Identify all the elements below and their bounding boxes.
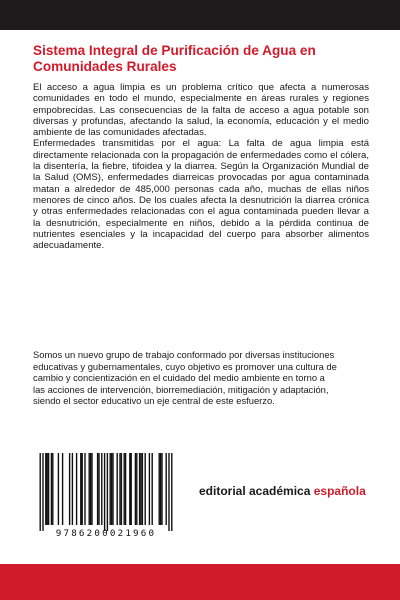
publisher-accent-word: española (313, 484, 366, 498)
barcode-bar (140, 453, 141, 525)
barcode-bar (101, 453, 102, 525)
barcode-bar (125, 453, 126, 525)
barcode-bar (91, 453, 92, 525)
barcode-bar (107, 453, 108, 531)
barcode-bar (149, 453, 150, 525)
barcode-bar (124, 453, 125, 525)
barcode-bar (104, 453, 105, 531)
barcode-bar (82, 453, 83, 525)
barcode-bar (136, 453, 137, 525)
publisher-name: editorial académica (199, 484, 311, 498)
barcode-bar (47, 453, 48, 525)
publisher-logo (199, 484, 366, 498)
barcode-bar (45, 453, 46, 525)
barcode-bar (80, 453, 81, 525)
barcode-bars (30, 451, 182, 531)
barcode-bar (119, 453, 120, 525)
barcode-bar (42, 453, 43, 531)
barcode-bar (168, 453, 169, 531)
isbn-barcode (30, 451, 182, 543)
top-band (0, 0, 400, 30)
barcode-bar (171, 453, 172, 531)
bottom-band (0, 564, 400, 600)
barcode-bar (84, 453, 85, 525)
barcode-bar (89, 453, 90, 525)
barcode-bar (62, 453, 63, 525)
barcode-bar (166, 453, 167, 525)
synopsis-paragraph-1: El acceso a agua limpia es un problema crítico que afecta a numerosas comunidades en todo el mundo, especialmente en áreas rurales y regiones empobrecidas. Las consecuencias de la falta de acceso a agua potable son diversas y profundas, afectando la salud, la economía, educación y el medio ambiente de las comunidades afectadas. (33, 82, 369, 139)
barcode-bar (139, 453, 140, 525)
barcode-bar (159, 453, 160, 525)
barcode-bar (131, 453, 132, 525)
barcode-bar (76, 453, 77, 525)
barcode-bar (48, 453, 49, 525)
barcode-bar (90, 453, 91, 525)
barcode-bar (142, 453, 143, 525)
barcode-bar (117, 453, 118, 525)
barcode-bar (97, 453, 98, 525)
barcode-bar (98, 453, 99, 525)
authors-blurb: Somos un nuevo grupo de trabajo conformado por diversas instituciones educativas y gubernamentales, cuyo objetivo es promover una cultura de cambio y concientización en el cuidado del medio ambiente en torno a las acciones de intervención, biorremediación, mitigación y adaptación, siendo el sector educativo un eje central de este esfuerzo. (33, 349, 337, 406)
barcode-bar (51, 453, 52, 525)
synopsis (33, 82, 369, 251)
barcode-bar (135, 453, 136, 525)
barcode-bar (152, 453, 153, 525)
barcode-bar (112, 453, 113, 525)
barcode-bar (40, 453, 41, 531)
barcode-bar (129, 453, 130, 525)
barcode-bar (145, 453, 146, 525)
barcode-bar (72, 453, 73, 525)
barcode-bar (58, 453, 59, 525)
barcode-bar (110, 453, 111, 525)
isbn-digits: 9786200021960 (55, 528, 157, 539)
barcode-bar (161, 453, 162, 525)
barcode-bar (52, 453, 53, 525)
barcode-bar (160, 453, 161, 525)
synopsis-paragraph-2: Enfermedades transmitidas por el agua: La falta de agua limpia está directamente relacionada con la propagación de enfermedades como el cólera, la disentería, la fiebre, tifoidea y la diarrea. Según la Organización Mundial de la Salud (OMS), enfermedades diarreicas provocadas por agua contaminada matan a alrededor de 485,000 personas cada año, muchas de ellas niños menores de cinco años. De los cuales afecta la desnutrición la diarrea crónica y otras enfermedades relacionadas con el agua contaminada pueden llevar a la desnutrición, especialmente en niños, debido a la pérdida continua de nutrientes esenciales y la incapacidad del cuerpo para absorber alimentos adecuadamente. (33, 138, 369, 252)
barcode-bar (69, 453, 70, 525)
barcode-bar (121, 453, 122, 525)
barcode-bar (111, 453, 112, 525)
book-title: Sistema Integral de Purificación de Agua en Comunidades Rurales (33, 43, 316, 74)
